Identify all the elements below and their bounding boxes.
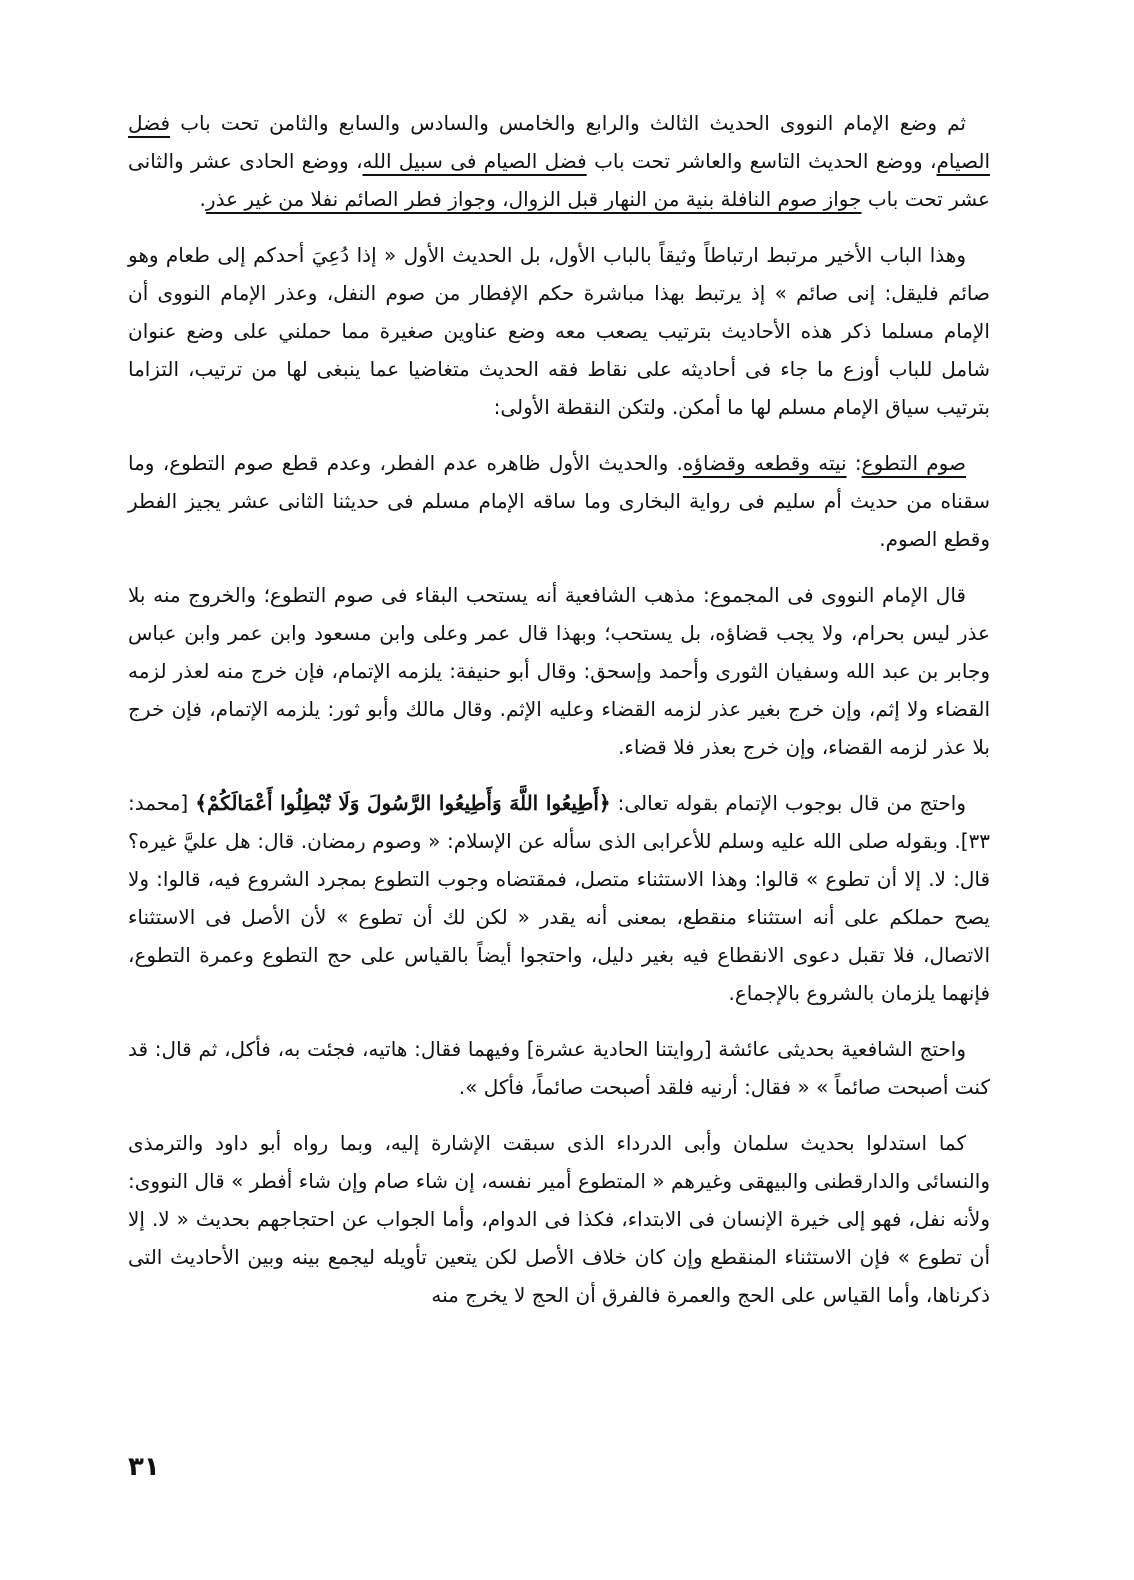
p5-quran-verse: ﴿أَطِيعُوا اللَّهَ وَأَطِيعُوا الرَّسُولَ وَلَا تُبْطِلُوا أَعْمَالَكُمْ﴾ [195, 791, 611, 815]
p1-underlined-chapter-title: جواز صوم النافلة بنية من النهار قبل الزوال، وجواز فطر الصائم نفلا من غير عذر [205, 187, 862, 211]
paragraph-5 [128, 784, 990, 1012]
paragraph-3 [128, 444, 990, 558]
p3-text-b: . والحديث الأول ظاهره عدم الفطر، وعدم قطع صوم التطوع، وما سقناه من حديث أم سليم فى رواية البخارى وما ساقه الإمام مسلم فى حديثنا الثانى عشر يجيز الفطر وقطع الصوم. [128, 451, 990, 551]
page-number: ٣١ [128, 1452, 160, 1482]
paragraph-4: قال الإمام النووى فى المجموع: مذهب الشافعية أنه يستحب البقاء فى صوم التطوع؛ والخروج منه بلا عذر ليس بحرام، ولا يجب قضاؤه، بل يستحب؛ وبهذا قال عمر وعلى وابن مسعود وابن عمر وابن عباس وجابر بن عبد الله وسفيان الثورى وأحمد وإسحق: وقال أبو حنيفة: يلزمه الإتمام، فإن خرج منه لعذر لزمه القضاء ولا إثم، وإن خرج بغير عذر لزمه القضاء وعليه الإثم. وقال مالك وأبو ثور: يلزمه الإتمام، فإن خرج بلا عذر لزمه القضاء، وإن خرج بعذر فلا قضاء. [128, 583, 990, 759]
p5-text-a: واحتج من قال بوجوب الإتمام بقوله تعالى: [610, 791, 967, 815]
p1-underlined-fadl-alsiyam: فضل الصيام [128, 111, 991, 173]
p1-text-d: . [199, 187, 206, 211]
p3-underlined-sawm-altatawwu: صوم التطوع [861, 451, 966, 475]
paragraph-6: واحتج الشافعية بحديثى عائشة [روايتنا الحادية عشرة] وفيهما فقال: هاتيه، فجئت به، فأكل، ثم قال: قد كنت أصبحت صائماً » « فقال: أرنيه فلقد أصبحت صائماً، فأكل ». [128, 1037, 990, 1099]
paragraph-2: وهذا الباب الأخير مرتبط ارتباطاً وثيقاً بالباب الأول، بل الحديث الأول « إذا دُعِيَ أحدكم إلى طعام وهو صائم فليقل: إنى صائم » إذ يرتبط بهذا مباشرة حكم الإفطار من صوم النفل، وعذر الإمام النووى أن الإمام مسلما ذكر هذه الأحاديث بترتيب يصعب معه وضع عناوين صغيرة مما حملني على وضع عنوان شامل للباب أوزع ما جاء فى أحاديثه على نقاط فقه الحديث متغاضيا عما ينبغى لها من ترتيب، التزاما بترتيب سياق الإمام مسلم لها ما أمكن. ولتكن النقطة الأولى: [128, 243, 990, 419]
p5-text-b: [محمد: ٣٣]. وبقوله صلى الله عليه وسلم للأعرابى الذى سأله عن الإسلام: « وصوم رمضان. قال: هل عليَّ غيره؟ قال: لا. إلا أن تطوع » قالوا: وهذا الاستثناء متصل، فمقتضاه وجوب التطوع بمجرد الشروع فيه، قالوا: ولا يصح حملكم على أنه استثناء منقطع، بمعنى أنه يقدر « لكن لك أن تطوع » لأن الأصل فى الاستثناء الاتصال، فلا تقبل دعوى الانقطاع فيه بغير دليل، واحتجوا أيضاً بالقياس على حج التطوع وعمرة التطوع، فإنهما يلزمان بالشروع بالإجماع. [128, 791, 990, 1005]
p1-text-a: ثم وضع الإمام النووى الحديث الثالث والرابع والخامس والسادس والسابع والثامن تحت باب [170, 111, 966, 135]
paragraph-1 [128, 104, 990, 218]
p1-text-b: ، ووضع الحديث التاسع والعاشر تحت باب [586, 149, 937, 173]
page-body [128, 104, 990, 1332]
p3-text-a: : [846, 451, 862, 475]
p3-underlined-niyyah: نيته وقطعه وقضاؤه [682, 451, 847, 475]
p1-text-c: ، ووضع الحادى عشر والثانى عشر تحت باب [128, 149, 990, 211]
paragraph-7: كما استدلوا بحديث سلمان وأبى الدرداء الذى سبقت الإشارة إليه، وبما رواه أبو داود والترمذى والنسائى والدارقطنى والبيهقى وغيرهم « المتطوع أمير نفسه، إن شاء صام وإن شاء أفطر » قال النووى: ولأنه نفل، فهو إلى خيرة الإنسان فى الابتداء، فكذا فى الدوام، وأما الجواب عن احتجاجهم بحديث « لا. إلا أن تطوع » فإن الاستثناء المنقطع وإن كان خلاف الأصل لكن يتعين تأويله ليجمع بينه وبين الأحاديث التى ذكرناها، وأما القياس على الحج والعمرة فالفرق أن الحج لا يخرج منه [128, 1131, 990, 1307]
p1-underlined-fi-sabil-allah: فضل الصيام فى سبيل الله [362, 149, 587, 173]
